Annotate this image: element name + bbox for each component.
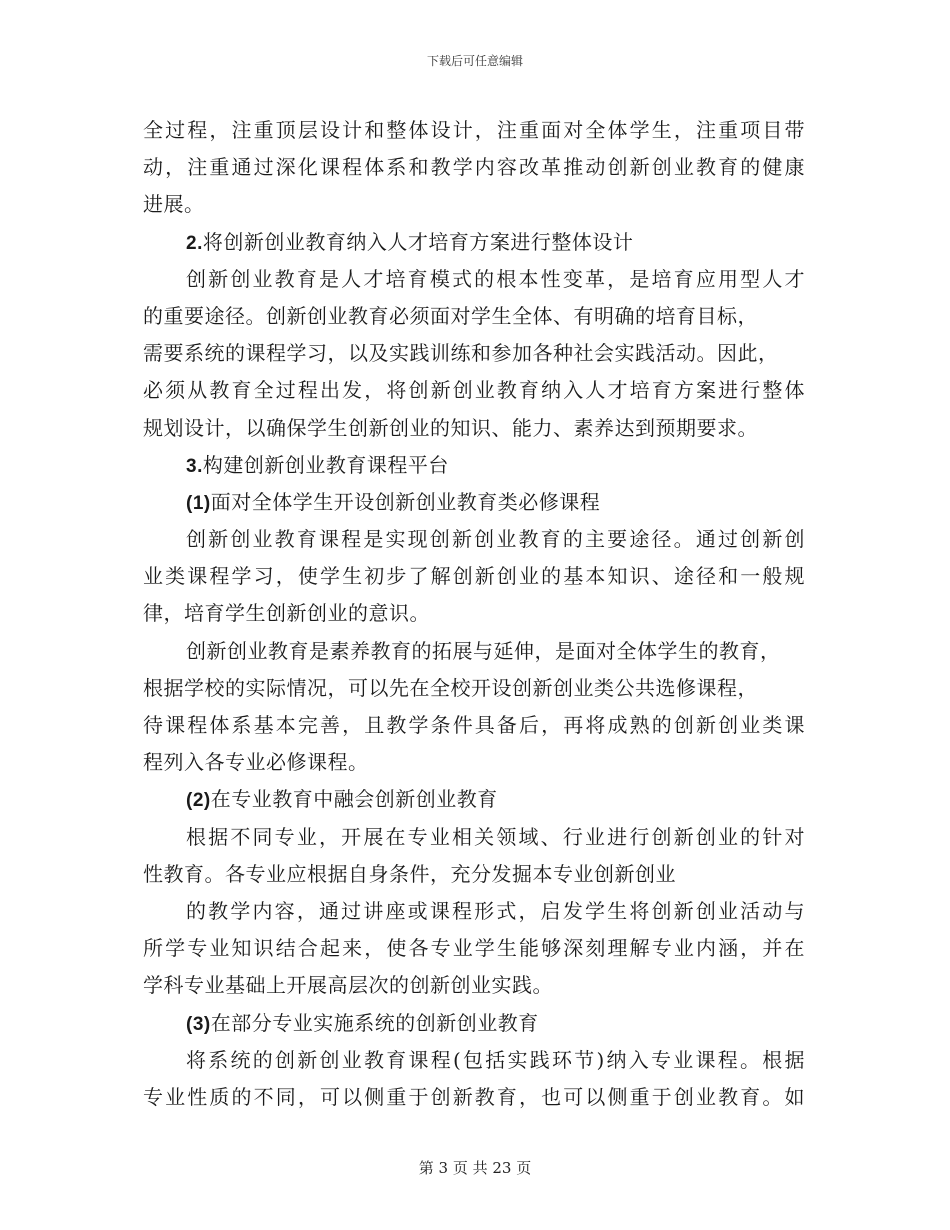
section-heading [143, 484, 805, 521]
line-text: 将创新创业教育纳入人才培育方案进行整体设计 [202, 229, 634, 254]
line-text: 在部分专业实施系统的创新创业教育 [210, 1010, 539, 1035]
section-heading [143, 1005, 805, 1042]
text-line [143, 1042, 805, 1079]
line-text: 性教育。各专业应根据自身条件，充分发掘本专业创新创业 [143, 861, 676, 886]
text-line [143, 558, 805, 595]
line-text: 根据不同专业，开展在专业相关领域、行业进行创新创业的针对 [186, 824, 805, 849]
text-line [143, 521, 805, 558]
text-line [143, 633, 805, 670]
line-text: 专业性质的不同，可以侧重于创新教育，也可以侧重于创业教育。如 [143, 1084, 805, 1109]
line-text: 学科专业基础上开展高层次的创新创业实践。 [143, 973, 553, 998]
text-line [143, 186, 805, 223]
line-text: 构建创新创业教育课程平台 [202, 452, 449, 477]
section-heading [143, 224, 805, 261]
text-line [143, 893, 805, 930]
section-number: 2. [186, 232, 203, 254]
text-line [143, 744, 805, 781]
line-text: 在专业教育中融会创新创业教育 [210, 787, 498, 812]
line-text: 将系统的创新创业教育课程(包括实践环节)纳入专业课程。根据 [186, 1047, 805, 1072]
text-line [143, 856, 805, 893]
text-line [143, 149, 805, 186]
line-text: 所学专业知识结合起来，使各专业学生能够深刻理解专业内涵，并在 [143, 936, 805, 961]
text-line [143, 410, 805, 447]
section-number: 3. [186, 455, 203, 477]
text-line [143, 707, 805, 744]
line-text: 全过程，注重顶层设计和整体设计，注重面对全体学生，注重项目带 [143, 118, 805, 142]
line-text: 创新创业教育是人才培育模式的根本性变革，是培育应用型人才 [186, 266, 805, 291]
text-line [143, 112, 805, 149]
text-line [143, 372, 805, 409]
line-text: 待课程体系基本完善，且教学条件具备后，再将成熟的创新创业类课 [143, 713, 805, 737]
section-number: (1) [186, 492, 211, 514]
section-heading [143, 447, 805, 484]
section-heading [143, 781, 805, 818]
line-text: 需要系统的课程学习，以及实践训练和参加各种社会实践活动。因此， [143, 341, 779, 366]
line-text: 规划设计，以确保学生创新创业的知识、能力、素养达到预期要求。 [143, 415, 758, 440]
text-line [143, 335, 805, 372]
text-line [143, 670, 805, 707]
line-text: 根据学校的实际情况，可以先在全校开设创新创业类公共选修课程， [143, 675, 758, 700]
line-text: 律，培育学生创新创业的意识。 [143, 601, 430, 626]
text-line [143, 930, 805, 967]
line-text: 必须从教育全过程出发，将创新创业教育纳入人才培育方案进行整体 [143, 378, 805, 403]
line-text: 动，注重通过深化课程体系和教学内容改革推动创新创业教育的健康 [143, 155, 805, 180]
line-text: 进展。 [143, 192, 205, 217]
text-line [143, 1079, 805, 1116]
line-text: 创新创业教育课程是实现创新创业教育的主要途径。通过创新创 [186, 527, 805, 552]
text-line [143, 298, 805, 335]
line-text: 程列入各专业必修课程。 [143, 750, 369, 775]
text-line [143, 967, 805, 1004]
page-header: 下载后可任意编辑 [426, 54, 523, 68]
text-line [143, 261, 805, 298]
line-text: 创新创业教育是素养教育的拓展与延伸，是面对全体学生的教育， [186, 638, 781, 663]
line-text: 的教学内容，通过讲座或课程形式，启发学生将创新创业活动与 [186, 898, 805, 923]
document-body [143, 112, 805, 1116]
line-text: 业类课程学习，使学生初步了解创新创业的基本知识、途径和一般规 [143, 564, 805, 589]
page-footer: 第 3 页 共 23 页 [418, 1159, 532, 1177]
section-number: (2) [186, 790, 211, 812]
line-text: 的重要途径。创新创业教育必须面对学生全体、有明确的培育目标， [143, 303, 758, 328]
section-number: (3) [186, 1013, 211, 1035]
text-line [143, 595, 805, 632]
line-text: 面对全体学生开设创新创业教育类必修课程 [210, 489, 601, 514]
text-line [143, 819, 805, 856]
